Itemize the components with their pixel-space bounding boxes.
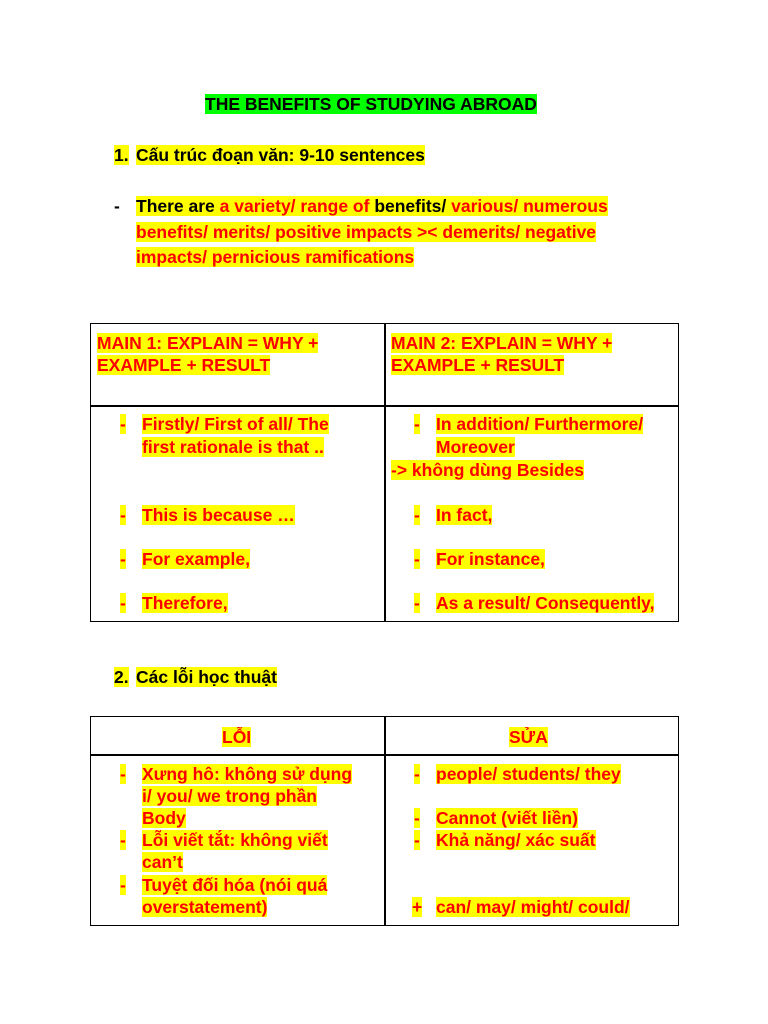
intro-text-b: a variety/ range of	[214, 196, 375, 216]
intro-text-c: benefits/	[374, 196, 447, 216]
item-text: Moreover	[436, 437, 515, 457]
intro-text-line-3: impacts/ pernicious ramifications	[136, 247, 415, 267]
intro-bullet-line-1	[136, 194, 608, 219]
dash-text: -	[414, 505, 420, 525]
dash-text: -	[414, 593, 420, 613]
t2c1-item-1-line-1	[142, 763, 352, 785]
list-item-dash	[414, 504, 420, 526]
t1c2-item-2	[436, 504, 492, 526]
t1c2-item-4	[436, 592, 654, 614]
item-text: Body	[142, 808, 186, 828]
item-text: Cannot (viết liền)	[436, 808, 578, 828]
item-text: can/ may/ might/ could/	[436, 897, 630, 917]
table1-header-2-line-1	[391, 332, 612, 354]
t1c1-item-1-line-1	[142, 413, 329, 435]
t2c1-item-2-line-1	[142, 829, 328, 851]
intro-text-a: There are	[136, 196, 215, 216]
list-item-dash	[120, 829, 126, 851]
header-text: EXAMPLE + RESULT	[97, 355, 271, 375]
list-item-dash	[120, 413, 126, 435]
item-text: Therefore,	[142, 593, 228, 613]
list-item-dash	[120, 874, 126, 896]
table2-header-2	[509, 726, 548, 748]
list-item-dash	[120, 763, 126, 785]
section-1-num-text: 1.	[114, 145, 129, 165]
list-item-plus	[412, 896, 422, 918]
t1c1-item-1-line-2	[142, 436, 324, 458]
t1c2-item-1-line-1	[436, 413, 643, 435]
item-text: Tuyệt đối hóa (nói quá	[142, 875, 328, 895]
t2c1-item-1-line-3	[142, 807, 186, 829]
section-1-heading-text: Cấu trúc đoạn văn: 9-10 sentences	[136, 145, 425, 165]
list-item-dash	[414, 763, 420, 785]
document-title	[205, 92, 537, 117]
item-text: Xưng hô: không sử dụng	[142, 764, 353, 784]
t1c2-note	[391, 459, 584, 481]
header-text: MAIN 2: EXPLAIN = WHY +	[391, 333, 613, 353]
t2c2-item-1	[436, 763, 621, 785]
item-text: In addition/ Furthermore/	[436, 414, 644, 434]
dash-text: -	[120, 593, 126, 613]
item-text: i/ you/ we trong phần	[142, 786, 317, 806]
header-text: LỖI	[222, 727, 252, 747]
list-item-dash	[414, 592, 420, 614]
list-item-dash	[414, 413, 420, 435]
t1c2-item-3	[436, 548, 545, 570]
table2-header-1	[222, 726, 251, 748]
section-1-number	[114, 143, 129, 168]
header-text: SỬA	[509, 727, 548, 747]
section-2-number	[114, 665, 129, 690]
item-text: first rationale is that ..	[142, 437, 324, 457]
item-text: overstatement)	[142, 897, 268, 917]
item-text: For example,	[142, 549, 250, 569]
dash-text: -	[120, 764, 126, 784]
intro-bullet-line-2	[136, 220, 596, 245]
table1-header-2-line-2	[391, 354, 564, 376]
dash-text: -	[414, 414, 420, 434]
dash-text: -	[120, 505, 126, 525]
list-item-dash	[414, 807, 420, 829]
t1c2-item-1-line-2	[436, 436, 515, 458]
list-item-dash	[120, 504, 126, 526]
list-item-dash	[120, 548, 126, 570]
section-2-heading-text: Các lỗi học thuật	[136, 667, 277, 687]
list-item-dash	[120, 592, 126, 614]
dash-text: -	[120, 414, 126, 434]
table1-header-1-line-1	[97, 332, 318, 354]
intro-bullet-dash	[114, 194, 120, 219]
item-text: This is because …	[142, 505, 295, 525]
header-text: EXAMPLE + RESULT	[391, 355, 565, 375]
intro-text-d: various/ numerous	[446, 196, 608, 216]
table1-body-cell-2	[384, 405, 679, 622]
dash-text: -	[120, 830, 126, 850]
intro-bullet-line-3	[136, 245, 414, 270]
item-text: can’t	[142, 852, 183, 872]
dash-text: -	[120, 549, 126, 569]
t2c1-item-3-line-1	[142, 874, 327, 896]
table1-header-1-line-2	[97, 354, 270, 376]
item-text: As a result/ Consequently,	[436, 593, 655, 613]
list-item-dash	[414, 829, 420, 851]
dash-text: -	[120, 875, 126, 895]
list-item-dash	[414, 548, 420, 570]
intro-text-line-2: benefits/ merits/ positive impacts >< demerits/ negative	[136, 222, 597, 242]
item-text: Khả năng/ xác suất	[436, 830, 596, 850]
note-text: -> không dùng Besides	[391, 460, 585, 480]
section-2-num-text: 2.	[114, 667, 129, 687]
t2c1-item-3-line-2	[142, 896, 267, 918]
t1c1-item-2	[142, 504, 295, 526]
t2c1-item-1-line-2	[142, 785, 317, 807]
t1c1-item-3	[142, 548, 250, 570]
section-2-heading	[136, 665, 277, 690]
item-text: In fact,	[436, 505, 493, 525]
t2c2-item-3	[436, 829, 596, 851]
section-1-heading	[136, 143, 425, 168]
plus-text: +	[412, 897, 423, 917]
dash-text: -	[414, 549, 420, 569]
t1c1-item-4	[142, 592, 228, 614]
t2c1-item-2-line-2	[142, 851, 183, 873]
item-text: Firstly/ First of all/ The	[142, 414, 329, 434]
title-text: THE BENEFITS OF STUDYING ABROAD	[205, 94, 537, 114]
item-text: people/ students/ they	[436, 764, 621, 784]
dash-text: -	[414, 764, 420, 784]
t2c2-item-4	[436, 896, 630, 918]
item-text: Lỗi viết tắt: không viết	[142, 830, 328, 850]
dash-text: -	[414, 808, 420, 828]
header-text: MAIN 1: EXPLAIN = WHY +	[97, 333, 319, 353]
dash-text: -	[114, 196, 120, 216]
dash-text: -	[414, 830, 420, 850]
item-text: For instance,	[436, 549, 545, 569]
t2c2-item-2	[436, 807, 578, 829]
